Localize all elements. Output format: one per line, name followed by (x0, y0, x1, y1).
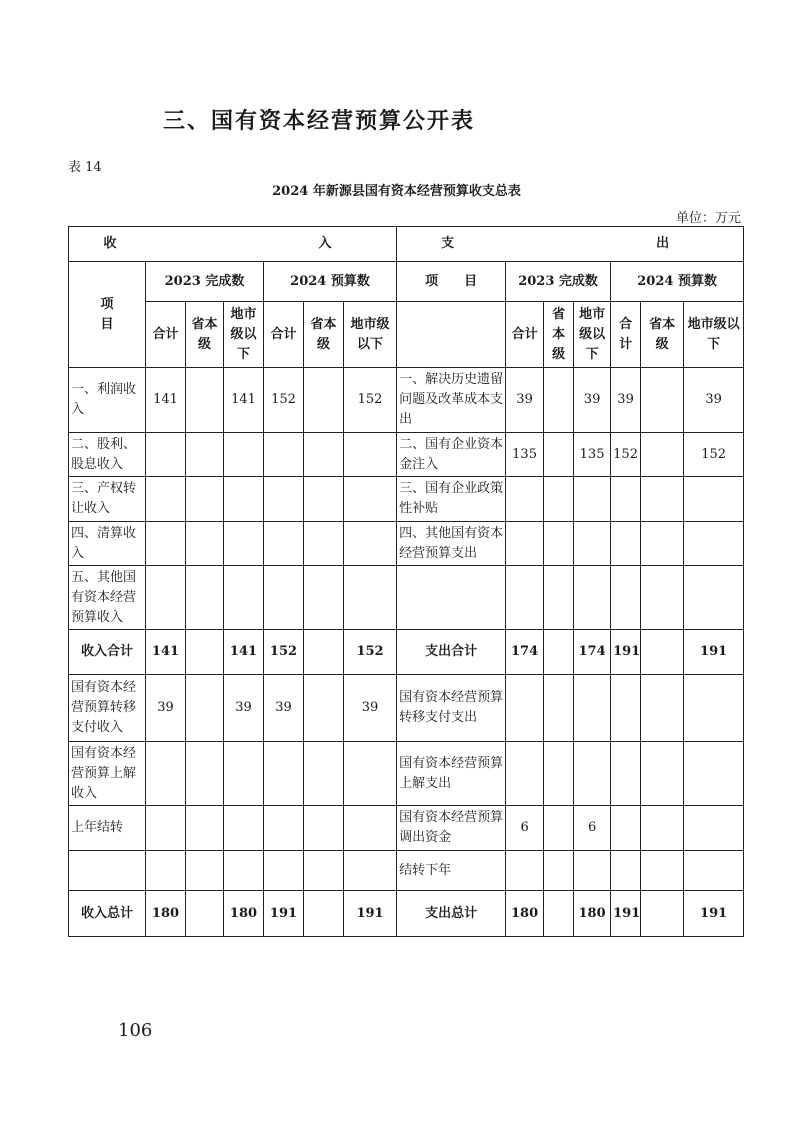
income-value-cell (224, 522, 264, 566)
table-row (69, 742, 744, 806)
income-item-label: 上年结转 (69, 806, 146, 851)
expense-value-cell (611, 742, 641, 806)
expense-value-cell (684, 477, 744, 522)
empty-cell (397, 302, 506, 368)
income-value-cell (264, 851, 304, 891)
table-number: 表 14 (68, 160, 102, 175)
income-value-cell (304, 368, 344, 433)
income-value-cell (304, 891, 344, 937)
expense-value-cell: 6 (574, 806, 611, 851)
income-item-label: 三、产权转让收入 (69, 477, 146, 522)
expense-value-cell (506, 851, 544, 891)
table-row (69, 630, 744, 675)
income-value-cell (146, 522, 186, 566)
income-value-cell: 180 (224, 891, 264, 937)
expense-value-cell (544, 477, 574, 522)
table-row (69, 566, 744, 630)
expense-value-cell: 191 (684, 630, 744, 675)
income-item-label: 四、清算收入 (69, 522, 146, 566)
expense-value-cell (544, 806, 574, 851)
income-value-cell (304, 566, 344, 630)
expense-value-cell: 174 (506, 630, 544, 675)
income-value-cell (264, 477, 304, 522)
expense-value-cell (641, 742, 684, 806)
expense-item-label: 国有资本经营预算转移支付支出 (397, 675, 506, 742)
expense-value-cell (506, 742, 544, 806)
income-value-cell (344, 742, 397, 806)
income-item-label: 一、利润收入 (69, 368, 146, 433)
income-item-label: 收入合计 (69, 630, 146, 675)
expense-item-label: 国有资本经营预算调出资金 (397, 806, 506, 851)
income-value-cell (344, 477, 397, 522)
expense-value-cell (611, 851, 641, 891)
expense-item-header: 项 目 (397, 262, 506, 302)
expense-value-cell (641, 891, 684, 937)
expense-value-cell: 135 (506, 433, 544, 477)
expense-item-label: 三、国有企业政策性补贴 (397, 477, 506, 522)
income-item-label: 国有资本经营预算上解收入 (69, 742, 146, 806)
income-value-cell (186, 433, 224, 477)
budget-table (68, 226, 744, 937)
expense-value-cell: 180 (506, 891, 544, 937)
income-value-cell: 152 (264, 630, 304, 675)
income-value-cell (344, 522, 397, 566)
subheader-total: 合计 (506, 302, 544, 368)
income-value-cell: 39 (146, 675, 186, 742)
expense-value-cell (544, 368, 574, 433)
income-value-cell (186, 675, 224, 742)
income-value-cell (146, 566, 186, 630)
expense-value-cell (544, 891, 574, 937)
expense-value-cell (506, 477, 544, 522)
income-value-cell (304, 851, 344, 891)
income-value-cell (186, 368, 224, 433)
income-value-cell (186, 742, 224, 806)
expense-value-cell (641, 433, 684, 477)
income-value-cell (344, 851, 397, 891)
expense-value-cell (684, 675, 744, 742)
income-header: 收 入 (69, 227, 397, 262)
expense-budget-2024-header: 2024 预算数 (611, 262, 744, 302)
income-value-cell: 152 (264, 368, 304, 433)
expense-value-cell (641, 630, 684, 675)
income-value-cell (304, 630, 344, 675)
expense-value-cell (611, 806, 641, 851)
table-row (69, 806, 744, 851)
subheader-provincial: 省本级 (641, 302, 684, 368)
income-value-cell: 39 (344, 675, 397, 742)
expense-value-cell: 39 (506, 368, 544, 433)
expense-value-cell (544, 522, 574, 566)
table-row (69, 675, 744, 742)
income-value-cell (146, 433, 186, 477)
income-value-cell (344, 566, 397, 630)
expense-value-cell (544, 566, 574, 630)
expense-value-cell (544, 742, 574, 806)
subheader-city: 地市级以下 (224, 302, 264, 368)
subheader-city: 地市级以下 (574, 302, 611, 368)
expense-value-cell (611, 522, 641, 566)
header-row-2 (69, 262, 744, 302)
expense-done-2023-header: 2023 完成数 (506, 262, 611, 302)
income-value-cell (304, 433, 344, 477)
expense-value-cell (574, 675, 611, 742)
expense-item-label: 支出合计 (397, 630, 506, 675)
income-value-cell (224, 806, 264, 851)
table-row (69, 891, 744, 937)
subheader-total: 合计 (611, 302, 641, 368)
expense-value-cell: 191 (611, 630, 641, 675)
income-value-cell (344, 433, 397, 477)
income-value-cell (186, 891, 224, 937)
table-row (69, 851, 744, 891)
expense-value-cell (641, 368, 684, 433)
subheader-provincial: 省本级 (304, 302, 344, 368)
table-row (69, 522, 744, 566)
income-value-cell (186, 477, 224, 522)
income-value-cell (224, 851, 264, 891)
unit-label: 单位：万元 (675, 211, 741, 226)
income-value-cell: 141 (224, 630, 264, 675)
table-title: 2024 年新源县国有资本经营预算收支总表 (272, 184, 521, 199)
expense-value-cell (641, 851, 684, 891)
expense-value-cell (684, 806, 744, 851)
income-value-cell (146, 477, 186, 522)
page-number: 106 (118, 1020, 153, 1041)
expense-item-label: 四、其他国有资本经营预算支出 (397, 522, 506, 566)
income-value-cell (304, 477, 344, 522)
income-value-cell: 39 (264, 675, 304, 742)
expense-value-cell (641, 806, 684, 851)
income-value-cell (186, 851, 224, 891)
expense-value-cell: 191 (684, 891, 744, 937)
expense-value-cell (611, 477, 641, 522)
expense-value-cell (506, 522, 544, 566)
income-value-cell (224, 566, 264, 630)
expense-value-cell (684, 522, 744, 566)
income-value-cell (264, 522, 304, 566)
expense-value-cell: 180 (574, 891, 611, 937)
income-value-cell: 152 (344, 368, 397, 433)
subheader-provincial: 省本级 (544, 302, 574, 368)
table-row (69, 433, 744, 477)
expense-value-cell (544, 851, 574, 891)
subheader-city: 地市级以下 (684, 302, 744, 368)
expense-item-label: 结转下年 (397, 851, 506, 891)
expense-value-cell: 135 (574, 433, 611, 477)
income-budget-2024-header: 2024 预算数 (264, 262, 397, 302)
expense-value-cell: 152 (684, 433, 744, 477)
income-value-cell (146, 851, 186, 891)
expense-value-cell: 174 (574, 630, 611, 675)
income-value-cell (264, 433, 304, 477)
expense-value-cell (641, 522, 684, 566)
expense-value-cell: 152 (611, 433, 641, 477)
expense-value-cell: 39 (574, 368, 611, 433)
income-value-cell (146, 742, 186, 806)
income-item-label: 国有资本经营预算转移支付收入 (69, 675, 146, 742)
income-item-label: 五、其他国有资本经营预算收入 (69, 566, 146, 630)
income-value-cell (186, 630, 224, 675)
income-value-cell (304, 806, 344, 851)
expense-value-cell (506, 566, 544, 630)
table-body (69, 368, 744, 937)
expense-value-cell (574, 566, 611, 630)
table-row (69, 368, 744, 433)
income-value-cell (224, 477, 264, 522)
expense-value-cell (611, 566, 641, 630)
header-row-3 (69, 302, 744, 368)
expense-value-cell (641, 477, 684, 522)
income-value-cell: 141 (146, 630, 186, 675)
expense-item-label: 一、解决历史遗留问题及改革成本支出 (397, 368, 506, 433)
income-value-cell (304, 522, 344, 566)
expense-item-label (397, 566, 506, 630)
expense-item-label: 二、国有企业资本金注入 (397, 433, 506, 477)
expense-value-cell (641, 566, 684, 630)
expense-value-cell (544, 675, 574, 742)
expense-value-cell (574, 851, 611, 891)
income-item-label (69, 851, 146, 891)
income-value-cell (304, 675, 344, 742)
table-row (69, 477, 744, 522)
income-value-cell: 152 (344, 630, 397, 675)
expense-value-cell (574, 477, 611, 522)
income-value-cell: 180 (146, 891, 186, 937)
income-value-cell (186, 522, 224, 566)
income-value-cell: 141 (146, 368, 186, 433)
income-value-cell (186, 806, 224, 851)
income-value-cell (264, 806, 304, 851)
subheader-total: 合计 (264, 302, 304, 368)
income-value-cell (344, 806, 397, 851)
expense-value-cell (506, 675, 544, 742)
income-value-cell (186, 566, 224, 630)
income-value-cell (224, 742, 264, 806)
income-item-header: 项 目 (69, 262, 146, 368)
subheader-total: 合计 (146, 302, 186, 368)
expense-value-cell: 191 (611, 891, 641, 937)
page-heading: 三、国有资本经营预算公开表 (163, 109, 476, 134)
header-row-1 (69, 227, 744, 262)
income-item-label: 收入总计 (69, 891, 146, 937)
expense-item-label: 支出总计 (397, 891, 506, 937)
expense-value-cell: 39 (611, 368, 641, 433)
expense-value-cell (641, 675, 684, 742)
expense-value-cell: 39 (684, 368, 744, 433)
income-value-cell (304, 742, 344, 806)
subheader-city: 地市级以下 (344, 302, 397, 368)
expense-value-cell: 6 (506, 806, 544, 851)
expense-value-cell (544, 433, 574, 477)
income-value-cell (146, 806, 186, 851)
income-value-cell: 39 (224, 675, 264, 742)
income-value-cell: 191 (344, 891, 397, 937)
income-value-cell (264, 566, 304, 630)
income-value-cell: 191 (264, 891, 304, 937)
expense-value-cell (574, 742, 611, 806)
income-value-cell (224, 433, 264, 477)
expense-value-cell (574, 522, 611, 566)
expense-value-cell (684, 742, 744, 806)
expense-header: 支 出 (397, 227, 744, 262)
subheader-provincial: 省本级 (186, 302, 224, 368)
expense-value-cell (684, 566, 744, 630)
expense-value-cell (611, 675, 641, 742)
expense-item-label: 国有资本经营预算上解支出 (397, 742, 506, 806)
income-value-cell: 141 (224, 368, 264, 433)
expense-value-cell (544, 630, 574, 675)
income-value-cell (264, 742, 304, 806)
income-item-label: 二、股利、股息收入 (69, 433, 146, 477)
expense-value-cell (684, 851, 744, 891)
income-done-2023-header: 2023 完成数 (146, 262, 264, 302)
